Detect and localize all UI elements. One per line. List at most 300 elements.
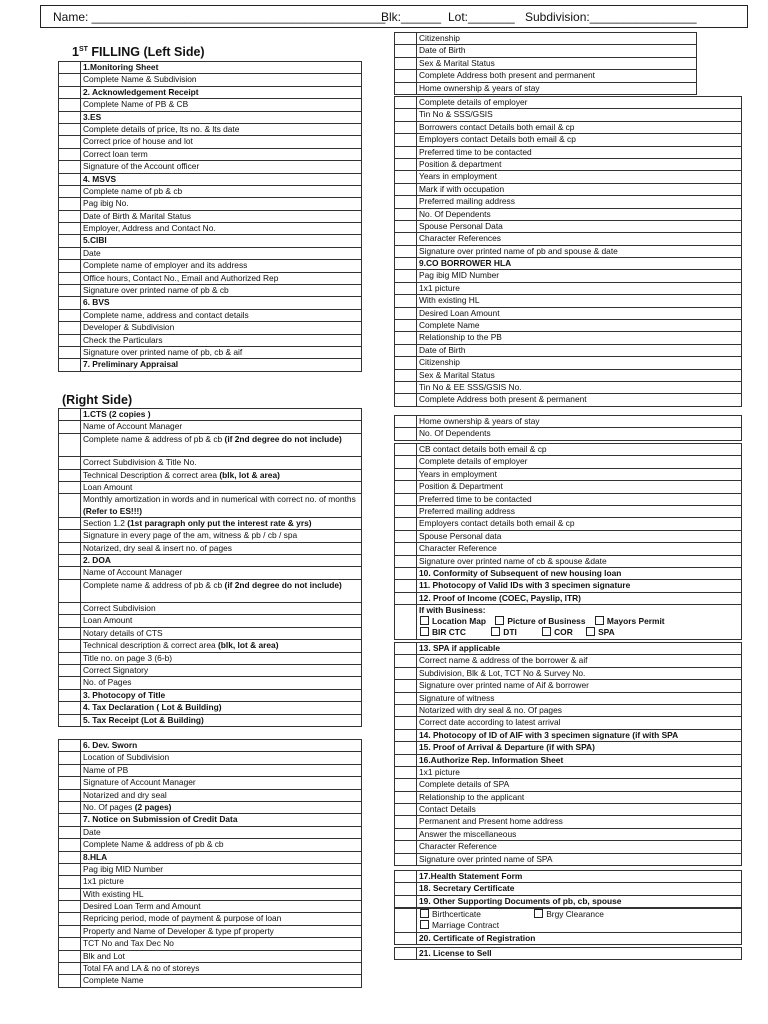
section-row: [59, 173, 362, 185]
checkbox-cell[interactable]: [395, 895, 417, 907]
cor-option[interactable]: COR: [541, 627, 573, 638]
checklist-row: [59, 99, 362, 111]
checklist-row: [59, 309, 362, 321]
checkbox-cell[interactable]: [59, 554, 81, 566]
checkbox-cell[interactable]: [59, 627, 81, 639]
checkbox-cell[interactable]: [59, 481, 81, 493]
checkbox-cell[interactable]: [59, 615, 81, 627]
checklist-row: [59, 665, 362, 677]
checkbox-cell[interactable]: [395, 270, 417, 282]
checkbox-cell[interactable]: [59, 223, 81, 235]
checkbox-cell[interactable]: [395, 766, 417, 778]
checklist-row: [395, 444, 742, 456]
checkbox-cell[interactable]: [59, 173, 81, 185]
item-label: Years in employment: [419, 171, 497, 182]
checkbox-cell[interactable]: [395, 121, 417, 133]
checkbox-cell[interactable]: [395, 456, 417, 468]
item-label: Character Reference: [419, 841, 497, 852]
checkbox-cell[interactable]: [395, 543, 417, 555]
checkbox-cell[interactable]: [395, 580, 417, 592]
item-label: Borrowers contact Details both email & cp: [419, 121, 575, 132]
checklist-row: [59, 421, 362, 433]
item-label: Monthly amortization in words and in numerical with correct no. of months: [83, 494, 356, 505]
checklist-row: [59, 272, 362, 284]
checklist-row: [395, 853, 742, 865]
checklist-row: [59, 677, 362, 689]
checkbox-cell[interactable]: [395, 742, 417, 754]
dti-option[interactable]: DTI: [490, 627, 517, 638]
checklist-row: [59, 801, 362, 813]
checkbox-cell[interactable]: [395, 134, 417, 146]
checklist-row: [395, 196, 742, 208]
item-note: (blk, lot & area): [218, 640, 279, 651]
checklist-row: [59, 161, 362, 173]
checklist-row: [59, 863, 362, 875]
checklist-row: [59, 260, 362, 272]
checklist-row: [395, 543, 742, 555]
checklist-row: [395, 505, 742, 517]
checkbox-cell[interactable]: [395, 871, 417, 883]
item-label: Position & Department: [419, 481, 503, 492]
checkbox-cell[interactable]: [59, 801, 81, 813]
checklist-row: [59, 950, 362, 962]
item-label: Date: [83, 826, 101, 837]
section-row: [59, 62, 362, 74]
checklist-row: [59, 627, 362, 639]
checkbox-cell[interactable]: [395, 428, 417, 440]
birth-certificate-option[interactable]: Birthcerticate: [419, 909, 481, 920]
checkbox-cell[interactable]: [59, 530, 81, 542]
checkbox-icon[interactable]: [491, 627, 500, 636]
item-label: Tin No & SSS/GSIS: [419, 109, 493, 120]
location-map-option[interactable]: Location Map: [419, 616, 486, 627]
checklist-row: [395, 82, 697, 94]
checklist-row: [395, 717, 742, 729]
section-row: [395, 895, 742, 907]
item-label: Character Reference: [419, 543, 497, 554]
checkbox-cell[interactable]: [395, 605, 417, 640]
checkbox-cell[interactable]: [59, 86, 81, 98]
checkbox-icon[interactable]: [420, 616, 429, 625]
item-label: Complete name of employer and its address: [83, 260, 248, 271]
checkbox-cell[interactable]: [395, 369, 417, 381]
checkbox-cell[interactable]: [59, 777, 81, 789]
checkbox-cell[interactable]: [59, 457, 81, 469]
checkbox-cell[interactable]: [395, 692, 417, 704]
checkbox-cell[interactable]: [395, 643, 417, 655]
item-label: Sex & Marital Status: [419, 369, 495, 380]
right-side-checklist: [58, 408, 362, 727]
checkbox-cell[interactable]: [395, 208, 417, 220]
item-label: Signature over printed name of pb, cb & aif: [83, 346, 243, 357]
checklist-row: [59, 603, 362, 615]
checkbox-cell[interactable]: [395, 816, 417, 828]
checkbox-cell[interactable]: [395, 158, 417, 170]
checkbox-cell[interactable]: [395, 394, 417, 406]
checklist-row: [59, 481, 362, 493]
item-label: 16.Authorize Rep. Information Sheet: [419, 754, 564, 765]
item-note: (if 2nd degree do not include): [224, 433, 342, 444]
checkbox-cell[interactable]: [59, 603, 81, 615]
checkbox-cell[interactable]: [395, 307, 417, 319]
checkbox-cell[interactable]: [395, 295, 417, 307]
checkbox-cell[interactable]: [59, 689, 81, 701]
checkbox-cell[interactable]: [59, 210, 81, 222]
item-label: 1x1 picture: [419, 282, 460, 293]
checkbox-cell[interactable]: [395, 109, 417, 121]
checkbox-cell[interactable]: [59, 702, 81, 714]
checklist-row: [395, 530, 742, 542]
checkbox-cell[interactable]: [59, 542, 81, 554]
item-label: 5.CIBI: [83, 235, 107, 246]
checkbox-cell[interactable]: [59, 640, 81, 652]
checkbox-cell[interactable]: [395, 220, 417, 232]
checkbox-cell[interactable]: [395, 416, 417, 428]
checkbox-cell[interactable]: [59, 665, 81, 677]
item-label: 14. Photocopy of ID of AIF with 3 specimen signature (if with SPA: [419, 729, 679, 740]
lot-field[interactable]: Lot:_______: [448, 10, 515, 24]
item-label: Preferred time to be contacted: [419, 493, 532, 504]
checkbox-cell[interactable]: [395, 258, 417, 270]
checkbox-cell[interactable]: [395, 717, 417, 729]
checkbox-cell[interactable]: [59, 901, 81, 913]
checklist-row: [395, 245, 742, 257]
checkbox-cell[interactable]: [59, 99, 81, 111]
section-row: [59, 359, 362, 371]
checklist-row: [395, 33, 697, 45]
subdivision-field[interactable]: Subdivision:________________: [525, 10, 697, 24]
checkbox-cell[interactable]: [59, 346, 81, 358]
checkbox-icon[interactable]: [420, 627, 429, 636]
checkbox-cell[interactable]: [395, 357, 417, 369]
checkbox-cell[interactable]: [59, 247, 81, 259]
item-label: 3. Photocopy of Title: [83, 689, 166, 700]
checkbox-cell[interactable]: [395, 791, 417, 803]
checklist-row: [395, 158, 742, 170]
checkbox-icon[interactable]: [542, 627, 551, 636]
checkbox-cell[interactable]: [395, 245, 417, 257]
brgy-clearance-option[interactable]: Brgy Clearance: [533, 909, 604, 920]
item-note: (Refer to ES!!!): [83, 505, 143, 516]
item-label: 4. MSVS: [83, 173, 117, 184]
checklist-row: [395, 183, 742, 195]
checklist-row: [395, 468, 742, 480]
checkbox-cell[interactable]: [395, 493, 417, 505]
checkbox-icon[interactable]: [595, 616, 604, 625]
item-label: No. Of pages: [83, 801, 135, 812]
item-label: 13. SPA if applicable: [419, 643, 500, 653]
checklist-row: [395, 655, 742, 667]
checkbox-cell[interactable]: [59, 285, 81, 297]
checkbox-cell[interactable]: [59, 322, 81, 334]
item-label: 21. License to Sell: [419, 948, 492, 958]
checkbox-cell[interactable]: [59, 925, 81, 937]
checklist-row: [395, 134, 742, 146]
checkbox-cell[interactable]: [59, 161, 81, 173]
checkbox-cell[interactable]: [59, 913, 81, 925]
checkbox-cell[interactable]: [395, 505, 417, 517]
checkbox-cell[interactable]: [395, 518, 417, 530]
checkbox-cell[interactable]: [395, 70, 417, 82]
checkbox-cell[interactable]: [59, 851, 81, 863]
checklist-row: [395, 109, 742, 121]
applicant-header: [40, 5, 748, 28]
checkbox-cell[interactable]: [59, 975, 81, 987]
name-field[interactable]: Name: ____________________________________________: [53, 10, 386, 24]
checkbox-cell[interactable]: [59, 863, 81, 875]
checkbox-cell[interactable]: [59, 963, 81, 975]
blk-field[interactable]: Blk:______: [381, 10, 442, 24]
section-row: [395, 883, 742, 895]
checkbox-cell[interactable]: [59, 888, 81, 900]
checkbox-cell[interactable]: [59, 752, 81, 764]
checklist-row: [395, 456, 742, 468]
checkbox-cell[interactable]: [395, 754, 417, 766]
checkbox-cell[interactable]: [59, 334, 81, 346]
checkbox-cell[interactable]: [59, 62, 81, 74]
checklist-row: [59, 346, 362, 358]
checklist-row: [395, 344, 742, 356]
item-label: Notary details of CTS: [83, 627, 163, 638]
checkbox-cell[interactable]: [395, 828, 417, 840]
checkbox-cell[interactable]: [395, 680, 417, 692]
checkbox-cell[interactable]: [395, 332, 417, 344]
checkbox-cell[interactable]: [395, 555, 417, 567]
checklist-row: [59, 530, 362, 542]
item-label: Complete name & address of pb & cb: [83, 579, 225, 590]
item-label: Signature of Account Manager: [83, 777, 196, 788]
item-label: Office hours, Contact No., Email and Authorized Rep: [83, 272, 279, 283]
checkbox-cell[interactable]: [395, 183, 417, 195]
checkbox-cell[interactable]: [395, 933, 417, 945]
checklist-row: [59, 963, 362, 975]
checkbox-cell[interactable]: [395, 704, 417, 716]
checklist-row: [395, 394, 742, 406]
checkbox-cell[interactable]: [395, 57, 417, 69]
checkbox-cell[interactable]: [59, 714, 81, 726]
checkbox-cell[interactable]: [59, 272, 81, 284]
checklist-row: [59, 223, 362, 235]
section-row: [395, 567, 742, 579]
checklist-row: [59, 136, 362, 148]
checkbox-icon[interactable]: [420, 909, 429, 918]
item-label: Tin No & EE SSS/GSIS No.: [419, 381, 522, 392]
checkbox-cell[interactable]: [59, 421, 81, 433]
checkbox-cell[interactable]: [59, 494, 81, 517]
checkbox-cell[interactable]: [59, 938, 81, 950]
item-label: Subdivision, Blk & Lot, TCT No & Survey No.: [419, 667, 586, 678]
item-label: Location of Subdivision: [83, 752, 170, 763]
item-label: Complete Name: [419, 320, 480, 331]
checklist-row: [395, 779, 742, 791]
checkbox-cell[interactable]: [59, 814, 81, 826]
checkbox-icon[interactable]: [534, 909, 543, 918]
section-row: [59, 111, 362, 123]
item-label: Character References: [419, 233, 501, 244]
checkbox-cell[interactable]: [395, 320, 417, 332]
checkbox-cell[interactable]: [395, 948, 417, 960]
item-label: Complete details of employer: [419, 97, 528, 107]
checklist-row: [59, 615, 362, 627]
item-label: Total FA and LA & no of storeys: [83, 963, 200, 974]
checkbox-cell[interactable]: [395, 779, 417, 791]
checklist-row: [395, 518, 742, 530]
checkbox-cell[interactable]: [59, 517, 81, 529]
item-label: Developer & Subdivision: [83, 322, 175, 333]
item-label: 7. Preliminary Appraisal: [83, 359, 179, 370]
item-label: Complete details of employer: [419, 456, 528, 467]
checkbox-cell[interactable]: [59, 740, 81, 752]
checkbox-cell[interactable]: [395, 841, 417, 853]
item-label: Spouse Personal data: [419, 530, 502, 541]
checklist-row: [59, 764, 362, 776]
item-label: Home ownership & years of stay: [419, 416, 540, 426]
checklist-row: [59, 913, 362, 925]
checkbox-cell[interactable]: [59, 74, 81, 86]
checklist-row: [395, 57, 697, 69]
item-label: 9.CO BORROWER HLA: [419, 258, 512, 269]
checkbox-cell[interactable]: [395, 282, 417, 294]
checkbox-cell[interactable]: [395, 883, 417, 895]
checklist-row: [59, 433, 362, 456]
checklist-row: [59, 517, 362, 529]
checkbox-cell[interactable]: [59, 359, 81, 371]
checkbox-cell[interactable]: [59, 826, 81, 838]
checklist-row: [395, 357, 742, 369]
checkbox-cell[interactable]: [395, 481, 417, 493]
checkbox-cell[interactable]: [59, 123, 81, 135]
item-label: 6. BVS: [83, 297, 110, 308]
item-label: 8.HLA: [83, 851, 108, 862]
checkbox-cell[interactable]: [59, 876, 81, 888]
checklist-row: [59, 567, 362, 579]
item-label: Notarized, dry seal & insert no. of pages: [83, 542, 232, 553]
item-label: Complete details of price, lts no. & lts date: [83, 123, 240, 134]
item-label: Spouse Personal Data: [419, 220, 503, 231]
checkbox-cell[interactable]: [395, 444, 417, 456]
item-label: 1.Monitoring Sheet: [83, 62, 159, 72]
item-label: Signature of the Account officer: [83, 161, 200, 172]
checkbox-cell[interactable]: [59, 148, 81, 160]
item-label: Correct name & address of the borrower & aif: [419, 655, 588, 666]
checklist-row: [59, 494, 362, 517]
item-label: Complete name & address of pb & cb: [83, 433, 225, 444]
item-label: Notarized and dry seal: [83, 789, 167, 800]
checkbox-cell[interactable]: [59, 469, 81, 481]
item-label: 7. Notice on Submission of Credit Data: [83, 814, 238, 825]
checkbox-cell[interactable]: [59, 409, 81, 421]
checkbox-icon[interactable]: [586, 627, 595, 636]
checkbox-cell[interactable]: [59, 789, 81, 801]
item-label: Preferred mailing address: [419, 196, 515, 207]
checklist-row: [395, 45, 697, 57]
checkbox-cell[interactable]: [59, 839, 81, 851]
coborrower-employment-income-checklist: [394, 443, 742, 605]
bir-ctc-option[interactable]: BIR CTC: [419, 627, 466, 638]
checkbox-cell[interactable]: [59, 111, 81, 123]
checklist-row: [395, 220, 742, 232]
checkbox-cell[interactable]: [395, 381, 417, 393]
item-label: Complete details of SPA: [419, 779, 510, 790]
item-label: 12. Proof of Income (COEC, Payslip, ITR): [419, 592, 581, 603]
checklist-row: [395, 667, 742, 679]
checkbox-cell[interactable]: [59, 764, 81, 776]
item-label: Complete Name & address of pb & cb: [83, 839, 224, 850]
checkbox-cell[interactable]: [395, 344, 417, 356]
mayors-permit-option[interactable]: Mayors Permit: [594, 616, 665, 627]
checkbox-cell[interactable]: [395, 592, 417, 604]
checkbox-cell[interactable]: [395, 233, 417, 245]
item-label: Mark if with occupation: [419, 183, 505, 194]
checkbox-cell[interactable]: [395, 804, 417, 816]
checkbox-cell[interactable]: [59, 198, 81, 210]
checkbox-cell[interactable]: [59, 677, 81, 689]
checkbox-cell[interactable]: [59, 950, 81, 962]
item-label: Property and Name of Developer & type pf property: [83, 925, 274, 936]
checklist-row: [59, 901, 362, 913]
spa-option[interactable]: SPA: [585, 627, 615, 638]
checkbox-cell[interactable]: [395, 853, 417, 865]
checkbox-cell[interactable]: [59, 567, 81, 579]
checklist-row: [59, 876, 362, 888]
checkbox-cell[interactable]: [59, 136, 81, 148]
checklist-row: [395, 70, 697, 82]
checkbox-cell[interactable]: [395, 196, 417, 208]
picture-of-business-option[interactable]: Picture of Business: [494, 616, 585, 627]
checkbox-cell[interactable]: [59, 309, 81, 321]
item-label: Correct loan term: [83, 148, 148, 159]
checkbox-cell[interactable]: [395, 97, 417, 109]
checklist-row: [59, 148, 362, 160]
checkbox-cell[interactable]: [59, 185, 81, 197]
checkbox-cell[interactable]: [395, 729, 417, 741]
checklist-row: [59, 640, 362, 652]
checkbox-cell[interactable]: [59, 297, 81, 309]
checkbox-cell[interactable]: [395, 468, 417, 480]
checkbox-cell[interactable]: [59, 652, 81, 664]
section-row: [59, 702, 362, 714]
checkbox-cell[interactable]: [395, 655, 417, 667]
checkbox-cell[interactable]: [395, 33, 417, 45]
checklist-row: [59, 285, 362, 297]
checkbox-cell[interactable]: [395, 667, 417, 679]
section-row: [395, 258, 742, 270]
checkbox-cell[interactable]: [395, 530, 417, 542]
item-label: Name of PB: [83, 764, 129, 775]
marriage-contract-option[interactable]: Marriage Contract: [419, 920, 499, 931]
checkbox-cell[interactable]: [59, 235, 81, 247]
business-documents-checklist: [394, 604, 742, 640]
checkbox-icon[interactable]: [495, 616, 504, 625]
checkbox-cell[interactable]: [59, 260, 81, 272]
checkbox-cell[interactable]: [395, 45, 417, 57]
section-row: [395, 933, 742, 945]
item-label: Signature over printed name of pb & cb: [83, 285, 229, 296]
checkbox-cell[interactable]: [395, 909, 417, 933]
item-label: Blk and Lot: [83, 950, 125, 961]
checkbox-cell[interactable]: [395, 82, 417, 94]
checkbox-icon[interactable]: [420, 920, 429, 929]
section-row: [395, 592, 742, 604]
item-label: Loan Amount: [83, 481, 133, 492]
checkbox-cell[interactable]: [395, 567, 417, 579]
item-label: Technical Description & correct area: [83, 469, 220, 480]
checkbox-cell[interactable]: [395, 171, 417, 183]
checkbox-cell[interactable]: [59, 579, 81, 602]
item-label: Date of Birth & Marital Status: [83, 210, 191, 221]
checkbox-cell[interactable]: [395, 146, 417, 158]
checkbox-cell[interactable]: [59, 433, 81, 456]
